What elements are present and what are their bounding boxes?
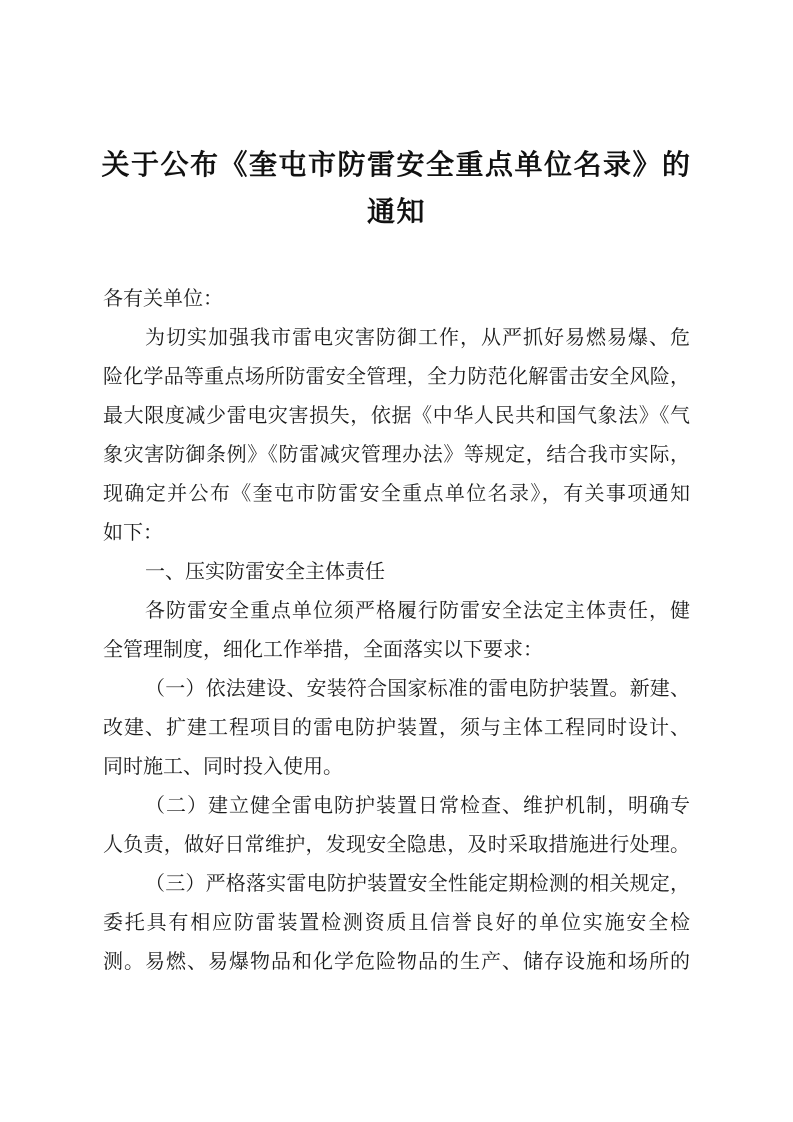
paragraph-line: 最大限度减少雷电灾害损失，依据《中华人民共和国气象法》《气: [103, 403, 690, 427]
paragraph-line: 委托具有相应防雷装置检测资质且信誉良好的单位实施安全检: [103, 910, 690, 934]
document-title: [0, 141, 793, 235]
section-heading: [103, 552, 690, 591]
paragraph-line: 险化学品等重点场所防雷安全管理，全力防范化解雷击安全风险，: [103, 364, 690, 388]
paragraph-line: 如下：: [103, 520, 163, 544]
paragraph-line: 人负责，做好日常维护，发现安全隐患，及时采取措施进行处理。: [103, 832, 690, 856]
paragraph-line: 现确定并公布《奎屯市防雷安全重点单位名录》，有关事项通知: [103, 481, 690, 505]
paragraph-item-2: [103, 786, 690, 864]
paragraph-line: 全管理制度，细化工作举措，全面落实以下要求：: [103, 637, 543, 661]
paragraph-line: 象灾害防御条例》《防雷减灾管理办法》等规定，结合我市实际，: [103, 442, 690, 466]
title-line-2: 通知: [366, 195, 426, 228]
salutation: 各有关单位：: [103, 286, 223, 310]
document-body: [103, 279, 690, 981]
paragraph-intro: [103, 318, 690, 552]
paragraph-line: 为切实加强我市雷电灾害防御工作，从严抓好易燃易爆、危: [145, 325, 690, 349]
paragraph-line: 改建、扩建工程项目的雷电防护装置，须与主体工程同时设计、: [103, 715, 690, 739]
paragraph-line: （三）严格落实雷电防护装置安全性能定期检测的相关规定，: [145, 871, 690, 895]
paragraph-line: （一）依法建设、安装符合国家标准的雷电防护装置。新建、: [145, 676, 690, 700]
paragraph-item-3: [103, 864, 690, 981]
paragraph-line: 各防雷安全重点单位须严格履行防雷安全法定主体责任，健: [145, 598, 690, 622]
paragraph-requirements: [103, 591, 690, 669]
paragraph-line: 测。易燃、易爆物品和化学危险物品的生产、储存设施和场所的: [103, 949, 690, 973]
paragraph-line: 同时施工、同时投入使用。: [103, 754, 343, 778]
section-heading-text: 一、压实防雷安全主体责任: [145, 559, 385, 583]
paragraph-item-1: [103, 669, 690, 786]
paragraph-line: （二）建立健全雷电防护装置日常检查、维护机制，明确专: [145, 793, 690, 817]
title-line-1: 关于公布《奎屯市防雷安全重点单位名录》的: [101, 148, 692, 181]
